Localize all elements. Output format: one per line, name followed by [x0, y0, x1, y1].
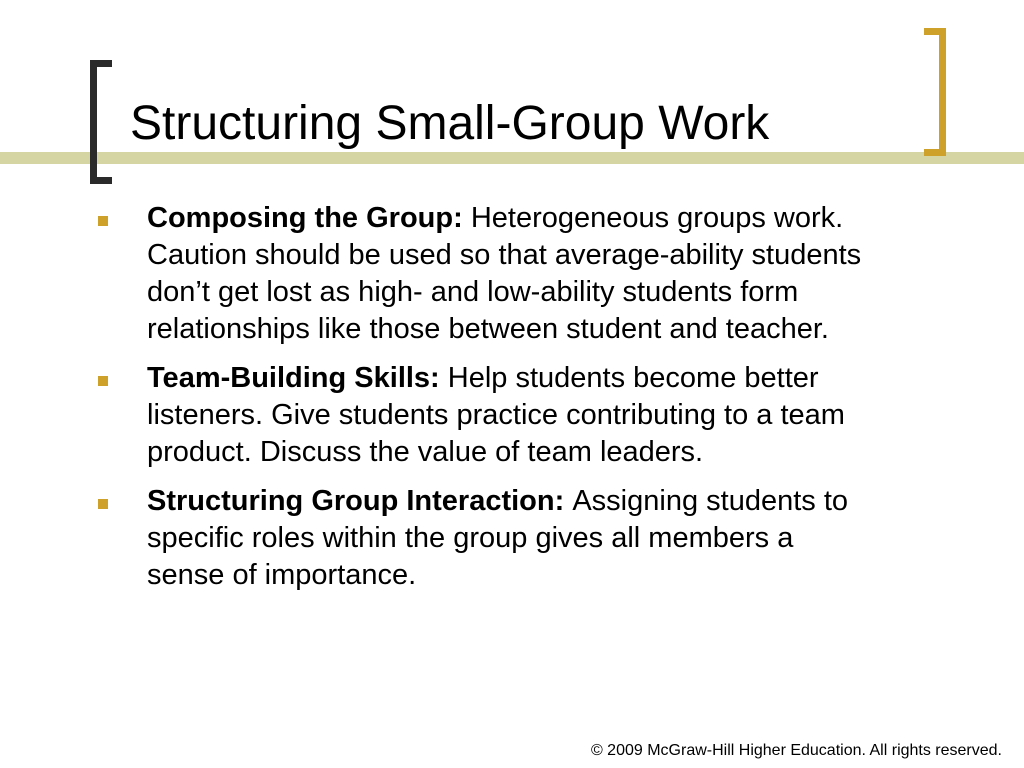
copyright-footer: © 2009 McGraw-Hill Higher Education. All rights reserved.	[590, 742, 1002, 759]
bullet-structuring-group-interaction	[96, 483, 876, 594]
left-bracket-decoration	[90, 60, 112, 184]
square-bullet-icon	[98, 499, 108, 509]
bullet-composing-the-group	[96, 200, 876, 348]
bullet-text: Help students become better listeners. Give students practice contributing to a team product. Discuss the value of team leaders.	[147, 362, 845, 468]
square-bullet-icon	[98, 376, 108, 386]
bullet-text: Assigning students to specific roles within the group gives all members a sense of importance.	[147, 485, 849, 591]
right-bracket-decoration	[924, 28, 946, 156]
bullet-list	[96, 200, 876, 606]
bullet-heading: Team-Building Skills:	[147, 362, 448, 394]
title-underline-bar	[0, 152, 1024, 164]
bullet-heading: Structuring Group Interaction:	[147, 485, 573, 517]
square-bullet-icon	[98, 216, 108, 226]
bullet-text: Heterogeneous groups work. Caution should be used so that average-ability students don’t get lost as high- and low-ability students form relationships like those between student and teacher.	[147, 202, 862, 345]
bullet-team-building-skills	[96, 360, 876, 471]
bullet-heading: Composing the Group:	[147, 202, 471, 234]
slide-title: Structuring Small-Group Work	[130, 97, 770, 150]
